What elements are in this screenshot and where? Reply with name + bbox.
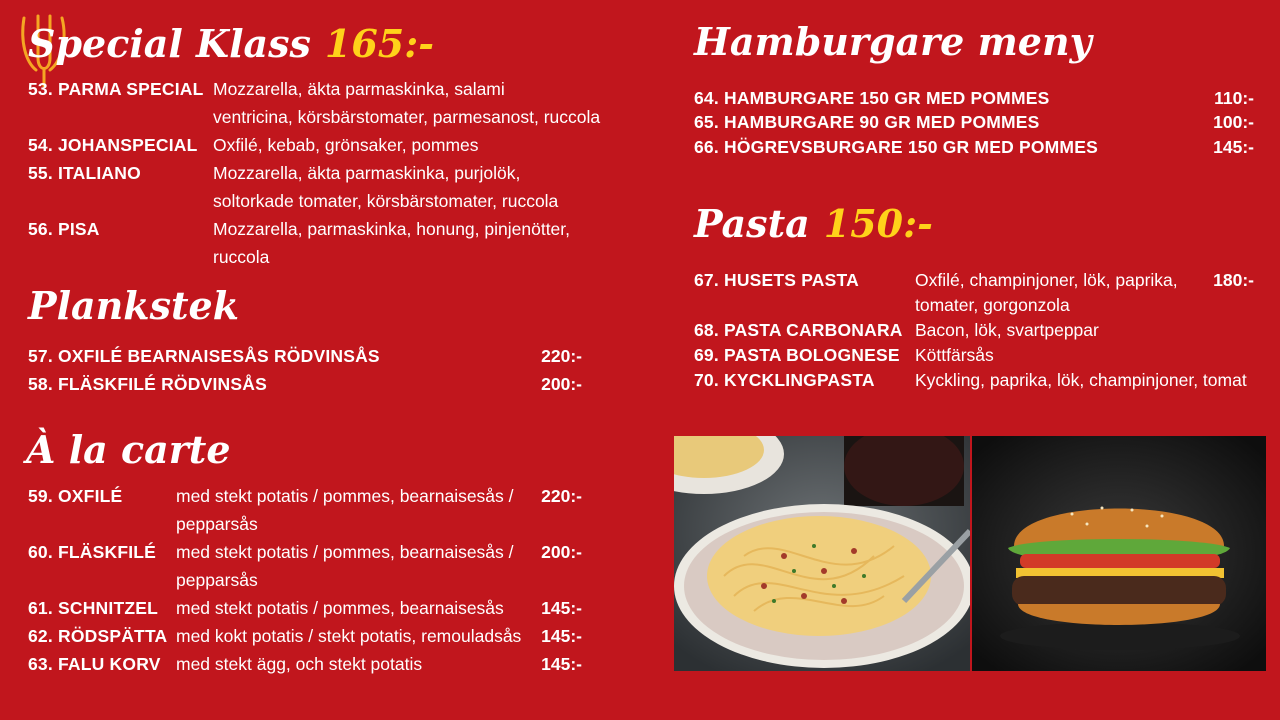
menu-item-price: 200:- xyxy=(541,542,582,562)
pasta-photo xyxy=(674,436,970,671)
menu-item-name: 66. HÖGREVSBURGARE 150 GR MED POMMES xyxy=(694,137,1098,157)
menu-item-desc: tomater, gorgonzola xyxy=(915,295,1070,315)
menu-item-name: 55. ITALIANO xyxy=(28,163,141,183)
menu-item-desc: Köttfärsås xyxy=(915,345,994,365)
menu-item-desc: ruccola xyxy=(213,247,270,267)
menu-item-price: 145:- xyxy=(541,598,582,618)
burger-photo xyxy=(972,436,1266,671)
menu-item-name: 57. OXFILÉ BEARNAISESÅS RÖDVINSÅS xyxy=(28,346,380,366)
alacarte-heading: À la carte xyxy=(26,427,231,472)
hamburgare-heading: Hamburgare meny xyxy=(694,19,1092,64)
menu-item-price: 100:- xyxy=(1213,112,1254,132)
menu-item-price: 145:- xyxy=(1213,137,1254,157)
menu-item-name: 53. PARMA SPECIAL xyxy=(28,79,204,99)
menu-item-price: 110:- xyxy=(1214,88,1254,108)
menu-item-name: 69. PASTA BOLOGNESE xyxy=(694,345,900,365)
menu-item-name: 61. SCHNITZEL xyxy=(28,598,158,618)
menu-item-desc: Oxfilé, kebab, grönsaker, pommes xyxy=(213,135,479,155)
menu-item-desc: Kyckling, paprika, lök, champinjoner, tomat xyxy=(915,370,1247,390)
menu-item-name: 54. JOHANSPECIAL xyxy=(28,135,198,155)
menu-item-name: 68. PASTA CARBONARA xyxy=(694,320,903,340)
menu-item-desc: pepparsås xyxy=(176,514,258,534)
menu-item-name: 62. RÖDSPÄTTA xyxy=(28,626,168,646)
menu-item-price: 220:- xyxy=(541,346,582,366)
menu-item-desc: ventricina, körsbärstomater, parmesanost, ruccola xyxy=(213,107,601,127)
menu-item-name: 56. PISA xyxy=(28,219,100,239)
menu-item-price: 220:- xyxy=(541,486,582,506)
menu-item-price: 200:- xyxy=(541,374,582,394)
menu-item-price: 145:- xyxy=(541,654,582,674)
menu-item-name: 64. HAMBURGARE 150 GR MED POMMES xyxy=(694,88,1050,108)
special-klass-title: Special Klass xyxy=(28,21,311,66)
menu-item-name: 67. HUSETS PASTA xyxy=(694,270,859,290)
plankstek-heading: Plankstek xyxy=(28,283,240,328)
menu-item-desc: med stekt potatis / pommes, bearnaisesås xyxy=(176,598,504,618)
special-klass-price: 165:- xyxy=(324,21,435,66)
menu-item-price: 180:- xyxy=(1213,270,1254,290)
menu-item-desc: med stekt ägg, och stekt potatis xyxy=(176,654,423,674)
menu-item-desc: med stekt potatis / pommes, bearnaisesås / xyxy=(176,486,514,506)
menu-item-desc: Mozzarella, äkta parmaskinka, salami xyxy=(213,79,505,99)
menu-item-desc: med stekt potatis / pommes, bearnaisesås / xyxy=(176,542,514,562)
menu-item-desc: Mozzarella, äkta parmaskinka, purjolök, xyxy=(213,163,521,183)
pasta-price: 150:- xyxy=(823,201,933,246)
pasta-heading xyxy=(694,202,933,246)
menu-item-desc: Bacon, lök, svartpeppar xyxy=(915,320,1099,340)
pasta-title: Pasta xyxy=(694,201,810,246)
special-klass-heading xyxy=(28,22,434,66)
menu-item-desc: Oxfilé, champinjoner, lök, paprika, xyxy=(915,270,1178,290)
menu-item-name: 58. FLÄSKFILÉ RÖDVINSÅS xyxy=(28,374,267,394)
menu-item-name: 59. OXFILÉ xyxy=(28,486,123,506)
menu-item-desc: Mozzarella, parmaskinka, honung, pinjenötter, xyxy=(213,219,571,239)
menu-item-desc: pepparsås xyxy=(176,570,258,590)
menu-item-name: 60. FLÄSKFILÉ xyxy=(28,542,157,562)
menu-item-price: 145:- xyxy=(541,626,582,646)
menu-item-name: 70. KYCKLINGPASTA xyxy=(694,370,875,390)
menu-item-desc: soltorkade tomater, körsbärstomater, ruccola xyxy=(213,191,559,211)
menu-item-desc: med kokt potatis / stekt potatis, remouladsås xyxy=(176,626,522,646)
menu-item-name: 63. FALU KORV xyxy=(28,654,161,674)
menu-item-name: 65. HAMBURGARE 90 GR MED POMMES xyxy=(694,112,1040,132)
